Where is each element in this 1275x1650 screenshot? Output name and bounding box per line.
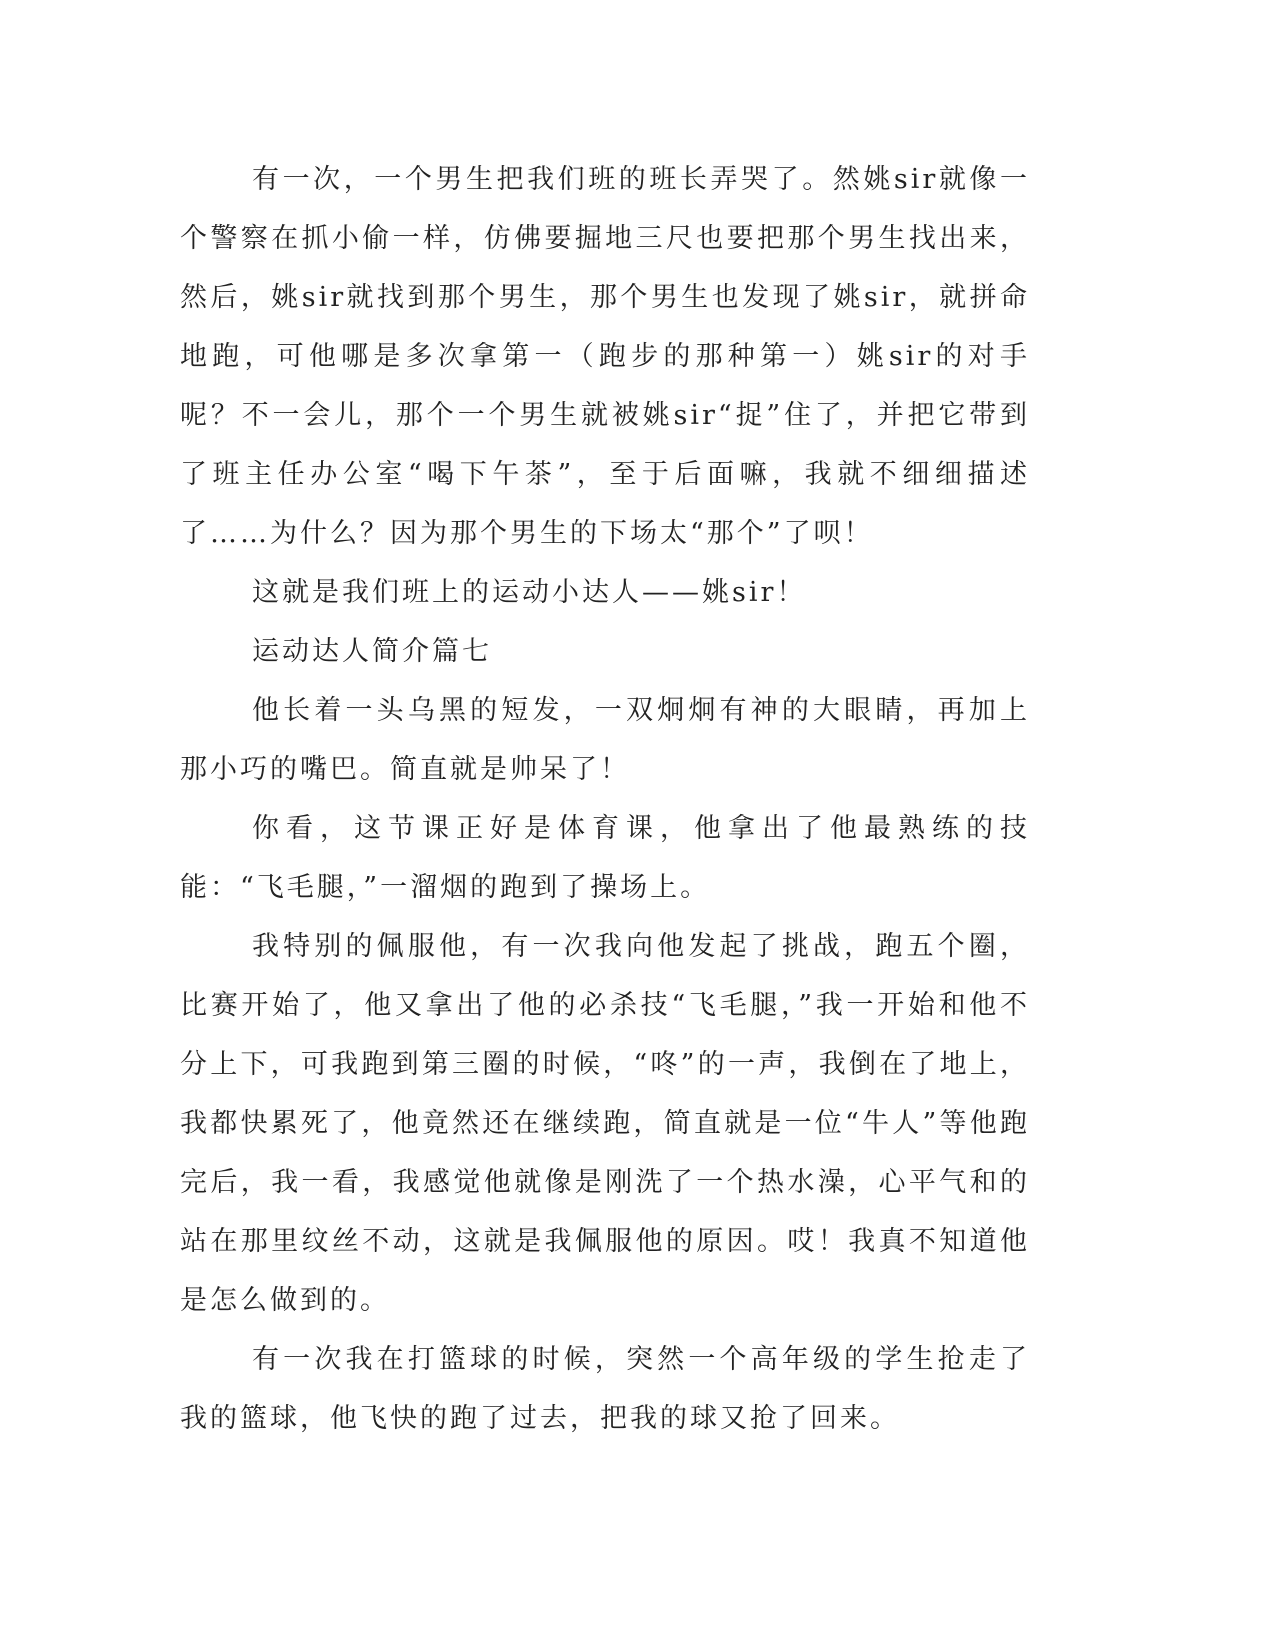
document-body (180, 150, 1030, 1448)
section-heading: 运动达人简介篇七 (252, 636, 492, 667)
paragraph-race-challenge: 我特别的佩服他，有一次我向他发起了挑战，跑五个圈，比赛开始了，他又拿出了他的必杀技“飞毛腿，”我一开始和他不分上下，可我跑到第三圈的时候，“咚”的一声，我倒在了地上，我都快累死了，他竟然还在继续跑，简直就是一位“牛人”等他跑完后，我一看，我感觉他就像是刚洗了一个热水澡，心平气和的站在那里纹丝不动，这就是我佩服他的原因。哎！我真不知道他是怎么做到的。 (180, 931, 1030, 1316)
paragraph-chase-story: 有一次，一个男生把我们班的班长弄哭了。然姚sir就像一个警察在抓小偷一样，仿佛要掘地三尺也要把那个男生找出来，然后，姚sir就找到那个男生，那个男生也发现了姚sir，就拼命地跑，可他哪是多次拿第一（跑步的那种第一）姚sir的对手呢？不一会儿，那个一个男生就被姚sir“捉”住了，并把它带到了班主任办公室“喝下午茶”，至于后面嘛，我就不细细描述了……为什么？因为那个男生的下场太“那个”了呗！ (180, 164, 1030, 549)
paragraph-sports-star-summary: 这就是我们班上的运动小达人——姚sir！ (252, 577, 807, 608)
paragraph-pe-class: 你看，这节课正好是体育课，他拿出了他最熟练的技能：“飞毛腿，”一溜烟的跑到了操场上。 (180, 813, 1030, 903)
paragraph-basketball: 有一次我在打篮球的时候，突然一个高年级的学生抢走了我的篮球，他飞快的跑了过去，把我的球又抢了回来。 (180, 1344, 1030, 1434)
paragraph-appearance: 他长着一头乌黑的短发，一双炯炯有神的大眼睛，再加上那小巧的嘴巴。简直就是帅呆了！ (180, 695, 1030, 785)
